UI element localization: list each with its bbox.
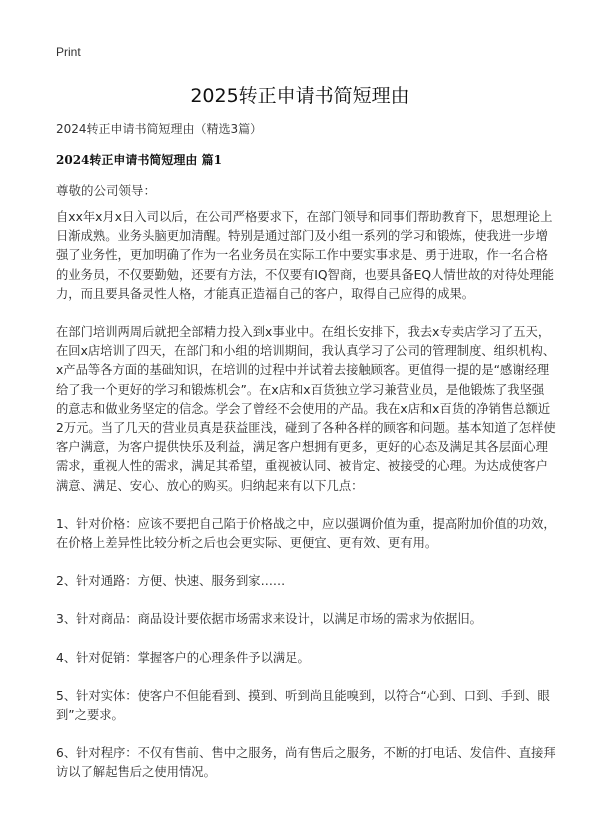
paragraph-intro: 自xx年x月x日入司以后，在公司严格要求下，在部门领导和同事们帮助教育下，思想理论上日渐成熟。业务头脑更加清醒。特别是通过部门及小组一系列的学习和锻炼，使我进一步增强了业务性，更加明确了作为一名业务员在实际工作中要实事求是、勇于进取，作一名合格的业务员，不仅要勤勉，还要有方法，不仅要有IQ智商，也要具备EQ人情世故的对待处理能力，而且要具备灵性人格，才能真正造福自己的客户，取得自己应得的成果。 [56,210,555,301]
greeting: 尊敬的公司领导： [56,183,157,198]
print-link[interactable]: Print [56,45,81,59]
paragraph-training: 在部门培训两周后就把全部精力投入到x事业中。在组长安排下，我去x专卖店学习了五天，在回x店培训了四天，在部门和小组的培训期间，我认真学习了公司的管理制度、组织机构、x产品等各方面的基础知识，在培训的过程中并试着去接触顾客。更值得一提的是“感谢经理给了我一个更好的学习和锻炼机会”。在x店和x百货独立学习兼营业员，是他锻炼了我坚强的意志和做业务坚定的信念。学会了曾经不会使用的产品。我在x店和x百货的净销售总额近2万元。当了几天的营业员真是获益匪浅，碰到了各种各样的顾客和问题。基本知道了怎样使客户满意，为客户提供快乐及利益，满足客户想拥有更多，更好的心态及满足其各层面心理需求，重视人性的需求，满足其希望，重视被认同、被肯定、被接受的心理。为达成使客户满意、满足、安心、放心的购买。归纳起来有以下几点： [56,325,556,493]
point-promotion: 4、针对促销：掌握客户的心理条件予以满足。 [56,650,310,665]
point-entity: 5、针对实体：使客户不但能看到、摸到、听到尚且能嗅到，以符合“心到、口到、手到、眼到”之要求。 [56,688,550,723]
document-subtitle: 2024转正申请书简短理由（精选3篇） [56,122,263,136]
point-procedure: 6、针对程序：不仅有售前、售中之服务，尚有售后之服务，不断的打电话、发信件、直接拜访以了解起售后之使用情况。 [56,746,556,780]
document-title: 2025转正申请书简短理由 [190,85,410,107]
document-body [56,208,556,802]
section-heading: 2024转正申请书简短理由 篇1 [56,153,222,167]
point-price: 1、针对价格：应该不要把自己陷于价格战之中，应以强调价值为重，提高附加价值的功效，在价格上差异性比较分析之后也会更实际、更便宜、更有效、更有用。 [56,516,556,551]
point-product: 3、针对商品：商品设计要依据市场需求来设计，以满足市场的需求为依据旧。 [56,612,482,627]
point-channel: 2、针对通路：方便、快速、服务到家…… [56,574,286,589]
